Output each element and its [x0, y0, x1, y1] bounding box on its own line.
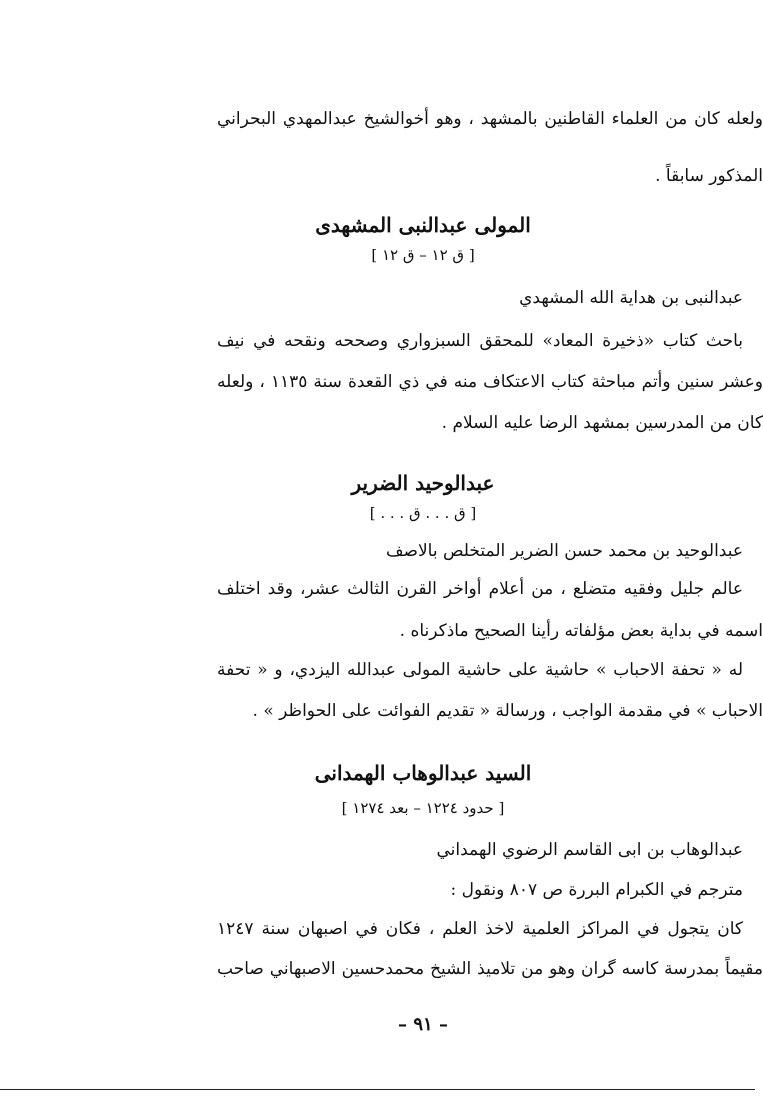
entry-line: عالم جليل وفقيه متضلع ، من أعلام أواخر القرن الثالث عشر، وقد اختلف: [217, 579, 743, 599]
entry-line: مترجم في الكبرام البررة ص ٨٠٧ ونقول :: [450, 880, 743, 900]
entry-line: كان من المدرسين بمشهد الرضا عليه السلام .: [441, 413, 763, 433]
entry-dates: [ حدود ١٢٢٤ – بعد ١٢٧٤ ]: [341, 799, 505, 817]
entry-line: عبدالوحيد بن محمد حسن الضرير المتخلص بالاصف: [385, 541, 743, 561]
bottom-rule: [0, 1089, 755, 1090]
entry-line: عبدالوهاب بن ابى القاسم الرضوي الهمداني: [436, 840, 743, 860]
entry-dates: [ ق . . . ق . . . ]: [369, 504, 477, 522]
entry-title: المولى عبدالنبى المشهدى: [315, 213, 531, 237]
entry-line: اسمه في بداية بعض مؤلفاته رأينا الصحيح ماذكرناه .: [399, 621, 763, 641]
intro-line-2: المذكور سابقاً .: [655, 166, 763, 186]
entry-line: عبدالنبى بن هداية الله المشهدي: [519, 288, 743, 308]
entry-line: مقيماً بمدرسة كاسه گران وهو من تلاميذ الشيخ محمدحسين الاصبهاني صاحب: [217, 959, 763, 979]
entry-line: الاحباب » في مقدمة الواجب ، ورسالة « تقديم الفوائت على الحواظر » .: [252, 701, 763, 721]
entry-line: باحث كتاب «ذخيرة المعاد» للمحقق السبزواري وصححه ونقحه في نيف: [217, 331, 743, 351]
entry-dates: [ ق ١٢ – ق ١٢ ]: [371, 246, 475, 264]
page-number: – ٩١ –: [398, 1014, 448, 1035]
intro-line-1: ولعله كان من العلماء القاطنين بالمشهد ، وهو أخوالشيخ عبدالمهدي البحراني: [217, 109, 763, 129]
entry-line: كان يتجول في المراكز العلمية لاخذ العلم ، فكان في اصبهان سنة ١٢٤٧: [217, 919, 743, 939]
entry-line: وعشر سنين وأتم مباحثة كتاب الاعتكاف منه في ذي القعدة سنة ١١٣٥ ، ولعله: [217, 372, 763, 392]
entry-title: السيد عبدالوهاب الهمدانى: [314, 761, 532, 785]
entry-line: له « تحفة الاحباب » حاشية على حاشية المولى عبدالله اليزدي، و « تحفة: [217, 660, 743, 680]
entry-title: عبدالوحيد الضرير: [351, 471, 495, 495]
